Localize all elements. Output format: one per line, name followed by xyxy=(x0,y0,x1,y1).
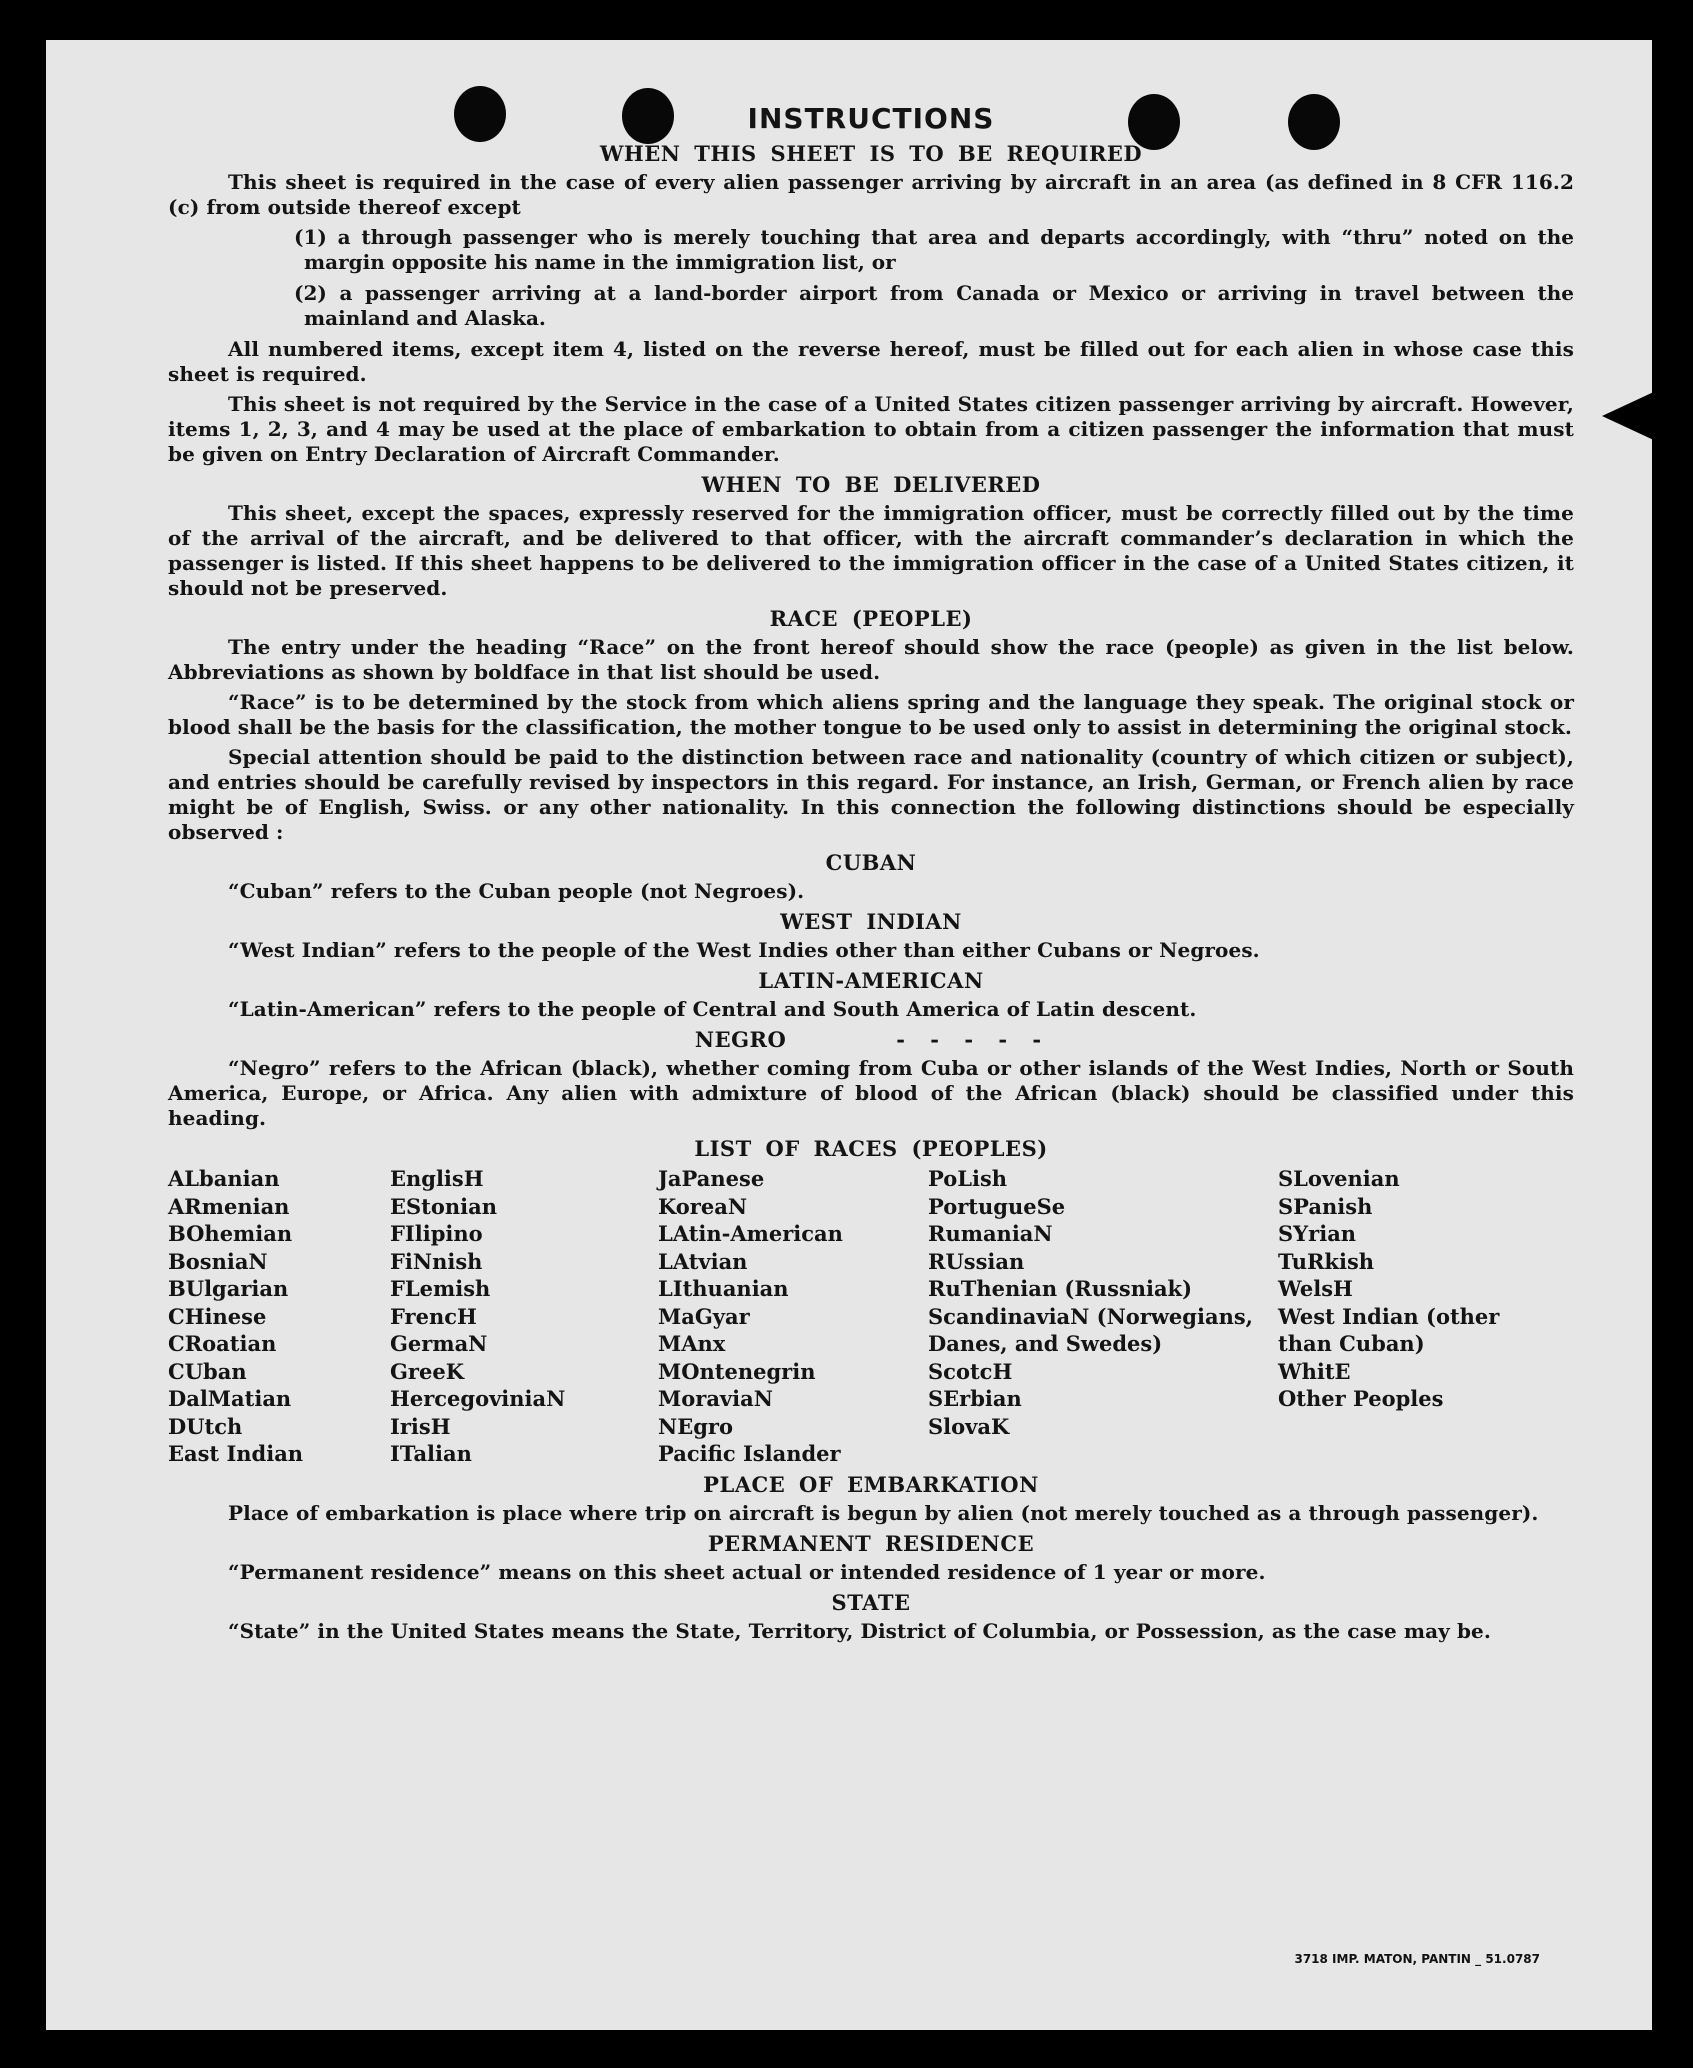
race-item: MaGyar xyxy=(658,1303,750,1329)
paragraph: All numbered items, except item 4, listed on the reverse hereof, must be filled out for each alien in whose case this sheet is required. xyxy=(168,337,1574,386)
heading-negro xyxy=(168,1027,1574,1052)
race-item: LAtin-American xyxy=(658,1221,843,1246)
races-list xyxy=(168,1165,1574,1468)
race-item: CHinese xyxy=(168,1303,267,1329)
races-column-1 xyxy=(168,1165,390,1468)
race-item: ARmenian xyxy=(168,1193,290,1219)
races-column-3 xyxy=(658,1165,928,1468)
race-item: Pacific Islander xyxy=(658,1441,841,1466)
race-item: RuThenian (Russniak) xyxy=(928,1276,1193,1301)
race-item: DalMatian xyxy=(168,1386,292,1411)
race-item: MAnx xyxy=(658,1331,726,1356)
race-item: SlovaK xyxy=(928,1413,1010,1439)
paragraph: Special attention should be paid to the distinction between race and nationality (country of which citizen or subject), and entries should be carefully revised by inspectors in this regard. For instance, an Irish, German, or French alien by race might be of English, Swiss. or any other nationality. In this connection the following distinctions should be especially observed : xyxy=(168,745,1574,844)
race-item: FLemish xyxy=(390,1276,491,1301)
paragraph: This sheet is required in the case of every alien passenger arriving by aircraft in an area (as defined in 8 CFR 116.2 (c) from outside thereof except xyxy=(168,170,1574,219)
paragraph: This sheet is not required by the Service in the case of a United States citizen passenger arriving by aircraft. However, items 1, 2, 3, and 4 may be used at the place of embarkation to obtain from a citizen passenger the information that must be given on Entry Declaration of Aircraft Commander. xyxy=(168,392,1574,466)
paragraph: “Race” is to be determined by the stock from which aliens spring and the language they speak. The original stock or blood shall be the basis for the classification, the mother tongue to be used only to assist in determining the original stock. xyxy=(168,690,1574,739)
race-item: EStonian xyxy=(390,1193,497,1219)
exception-item-2: (2) a passenger arriving at a land-border airport from Canada or Mexico or arriving in travel between the mainland and Alaska. xyxy=(294,281,1574,330)
race-item: WhitE xyxy=(1278,1358,1351,1384)
races-column-2 xyxy=(390,1165,658,1468)
heading-cuban: CUBAN xyxy=(825,850,917,875)
race-item: CRoatian xyxy=(168,1331,277,1356)
instructions-content xyxy=(168,102,1574,1649)
heading-west-indian: WEST INDIAN xyxy=(780,909,962,934)
race-item: PoLish xyxy=(928,1166,1008,1191)
race-item: ALbanian xyxy=(168,1166,280,1191)
race-item: RUssian xyxy=(928,1248,1025,1274)
race-item: LAtvian xyxy=(658,1248,748,1274)
heading-when-required: WHEN THIS SHEET IS TO BE REQUIRED xyxy=(599,141,1143,166)
race-item: East Indian xyxy=(168,1441,304,1466)
document-page xyxy=(46,40,1652,2030)
race-item: FiNnish xyxy=(390,1248,483,1274)
paragraph: This sheet, except the spaces, expressly reserved for the immigration officer, must be correctly filled out by the time of the arrival of the aircraft, and be delivered to that officer, with the aircraft commander’s declaration in which the passenger is listed. If this sheet happens to be delivered to the immigration officer in the case of a United States citizen, it should not be preserved. xyxy=(168,501,1574,600)
race-item: NEgro xyxy=(658,1413,733,1439)
races-column-4 xyxy=(928,1165,1278,1468)
heading-residence: PERMANENT RESIDENCE xyxy=(707,1530,1035,1556)
race-item: BUlgarian xyxy=(168,1276,289,1301)
exception-item-1: (1) a through passenger who is merely touching that area and departs accordingly, with “thru” noted on the margin opposite his name in the immigration list, or xyxy=(294,225,1574,274)
race-item: TuRkish xyxy=(1278,1248,1375,1274)
race-item: IrisH xyxy=(390,1413,451,1439)
race-item: EnglisH xyxy=(390,1166,484,1191)
race-item: DUtch xyxy=(168,1413,243,1439)
dashes: - - - - - xyxy=(896,1027,1048,1052)
heading-negro-text: NEGRO xyxy=(694,1027,787,1052)
race-item: KoreaN xyxy=(658,1193,748,1219)
heading-list-of-races: LIST OF RACES (PEOPLES) xyxy=(694,1136,1048,1161)
race-item: SYrian xyxy=(1278,1221,1357,1246)
race-item: HercegoviniaN xyxy=(390,1386,566,1411)
race-item: BosniaN xyxy=(168,1248,268,1274)
race-item: WelsH xyxy=(1278,1276,1353,1301)
paragraph: “Negro” refers to the African (black), whether coming from Cuba or other islands of the West Indies, North or South America, Europe, or Africa. Any alien with admixture of blood of the African (black) should be classified under this heading. xyxy=(168,1056,1574,1130)
paragraph: Place of embarkation is place where trip on aircraft is begun by alien (not merely touched as a through passenger). xyxy=(228,1500,1539,1525)
race-item: GermaN xyxy=(390,1331,488,1356)
printer-imprint: 3718 IMP. MATON, PANTIN _ 51.0787 xyxy=(1294,1952,1540,1966)
paragraph: The entry under the heading “Race” on the front hereof should show the race (people) as given in the list below. Abbreviations as shown by boldface in that list should be used. xyxy=(168,635,1574,684)
race-item: SLovenian xyxy=(1278,1166,1400,1191)
paragraph: “Permanent residence” means on this sheet actual or intended residence of 1 year or more. xyxy=(228,1559,1266,1584)
race-item: West Indian (other than Cuban) xyxy=(1278,1303,1500,1356)
race-item: MoraviaN xyxy=(658,1386,773,1411)
race-item: ScotcH xyxy=(928,1358,1013,1384)
paragraph: “State” in the United States means the State, Territory, District of Columbia, or Possession, as the case may be. xyxy=(228,1618,1491,1643)
race-item: SPanish xyxy=(1278,1193,1373,1219)
race-item: RumaniaN xyxy=(928,1221,1053,1246)
race-item: ScandinaviaN (Norwegians, Danes, and Swedes) xyxy=(928,1303,1253,1356)
heading-latin-american: LATIN-AMERICAN xyxy=(758,968,984,993)
paragraph: “West Indian” refers to the people of the West Indies other than either Cubans or Negroes. xyxy=(228,938,1260,962)
race-item: MOntenegrin xyxy=(658,1358,816,1384)
heading-embarkation: PLACE OF EMBARKATION xyxy=(703,1471,1039,1497)
races-column-5 xyxy=(1278,1165,1528,1468)
race-item: FIlipino xyxy=(390,1221,483,1246)
race-item: ITalian xyxy=(390,1441,472,1466)
race-item: SErbian xyxy=(928,1386,1022,1411)
heading-when-delivered: WHEN TO BE DELIVERED xyxy=(701,472,1041,497)
page-title: INSTRUCTIONS xyxy=(747,102,995,135)
race-item: BOhemian xyxy=(168,1221,293,1246)
race-item: LIthuanian xyxy=(658,1276,789,1301)
paragraph: “Cuban” refers to the Cuban people (not Negroes). xyxy=(228,879,805,903)
heading-race: RACE (PEOPLE) xyxy=(769,606,973,631)
paragraph: “Latin-American” refers to the people of Central and South America of Latin descent. xyxy=(228,997,1197,1021)
heading-state: STATE xyxy=(831,1589,911,1615)
race-item: CUban xyxy=(168,1358,247,1384)
race-item: FrencH xyxy=(390,1303,477,1329)
race-item: PortugueSe xyxy=(928,1193,1066,1219)
race-item: GreeK xyxy=(390,1358,464,1384)
race-item: JaPanese xyxy=(658,1166,765,1191)
race-item: Other Peoples xyxy=(1278,1386,1444,1411)
torn-edge xyxy=(1602,390,1652,442)
